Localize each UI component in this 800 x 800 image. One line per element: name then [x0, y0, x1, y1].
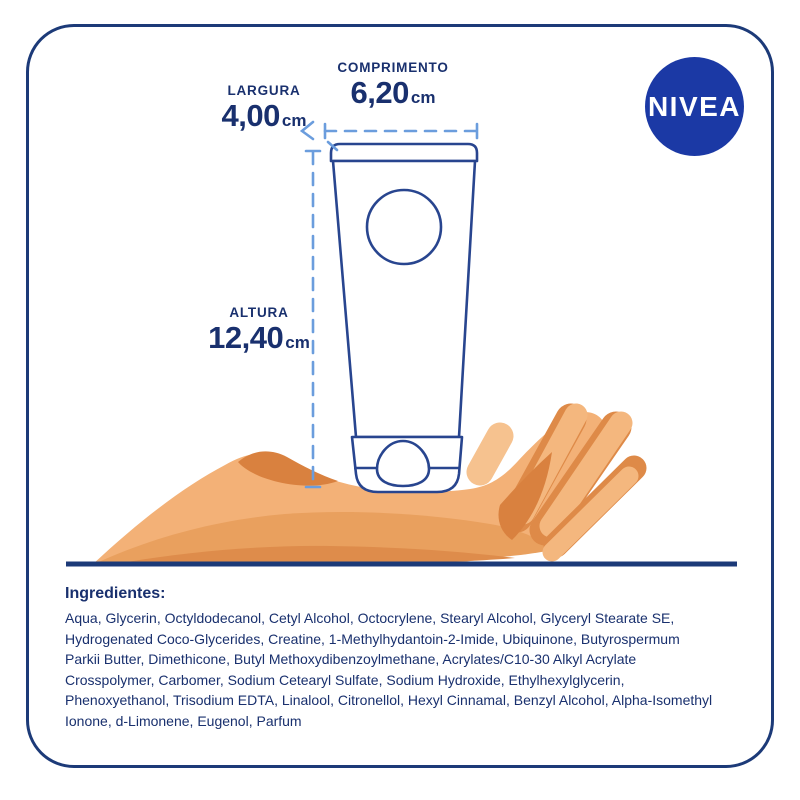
comprimento-label: COMPRIMENTO [337, 60, 449, 75]
comprimento-number: 6,20 [350, 75, 409, 110]
ingredients-title: Ingredientes: [65, 585, 166, 602]
largura-value [203, 99, 325, 137]
largura-number: 4,00 [221, 98, 280, 133]
largura-measurement [203, 83, 325, 137]
ingredients-line: Hydrogenated Coco-Glycerides, Creatine, 1-Methylhydantoin-2-Imide, Ubiquinone, Butyrospermum [65, 630, 680, 647]
ingredients-line: Crosspolymer, Carbomer, Sodium Cetearyl Sulfate, Sodium Hydroxide, Ethylhexylglycerin, [65, 671, 625, 688]
largura-unit: cm [281, 111, 307, 130]
altura-value [185, 321, 333, 359]
altura-unit: cm [285, 333, 310, 352]
ingredients-section [65, 583, 755, 731]
ingredients-line: Parkii Butter, Dimethicone, Butyl Methoxydibenzoylmethane, Acrylates/C10-30 Alkyl Acrylate [65, 651, 637, 667]
ingredients-line: Ionone, d-Limonene, Eugenol, Parfum [65, 712, 302, 729]
altura-measurement [185, 305, 333, 359]
comprimento-unit: cm [410, 88, 436, 107]
nivea-logo [645, 57, 744, 156]
ingredients-line: Phenoxyethanol, Trisodium EDTA, Linalool, Citronellol, Hexyl Cinnamal, Benzyl Alcohol, Alpha-Isomethyl [65, 692, 713, 708]
altura-number: 12,40 [208, 320, 284, 355]
comprimento-value [298, 76, 488, 114]
comprimento-measurement [298, 60, 488, 114]
ingredients-line: Aqua, Glycerin, Octyldodecanol, Cetyl Alcohol, Octocrylene, Stearyl Alcohol, Glyceryl Stearate SE, [65, 610, 675, 626]
nivea-logo-text: NIVEA [647, 90, 742, 122]
altura-label: ALTURA [229, 305, 289, 320]
largura-label: LARGURA [227, 83, 301, 98]
